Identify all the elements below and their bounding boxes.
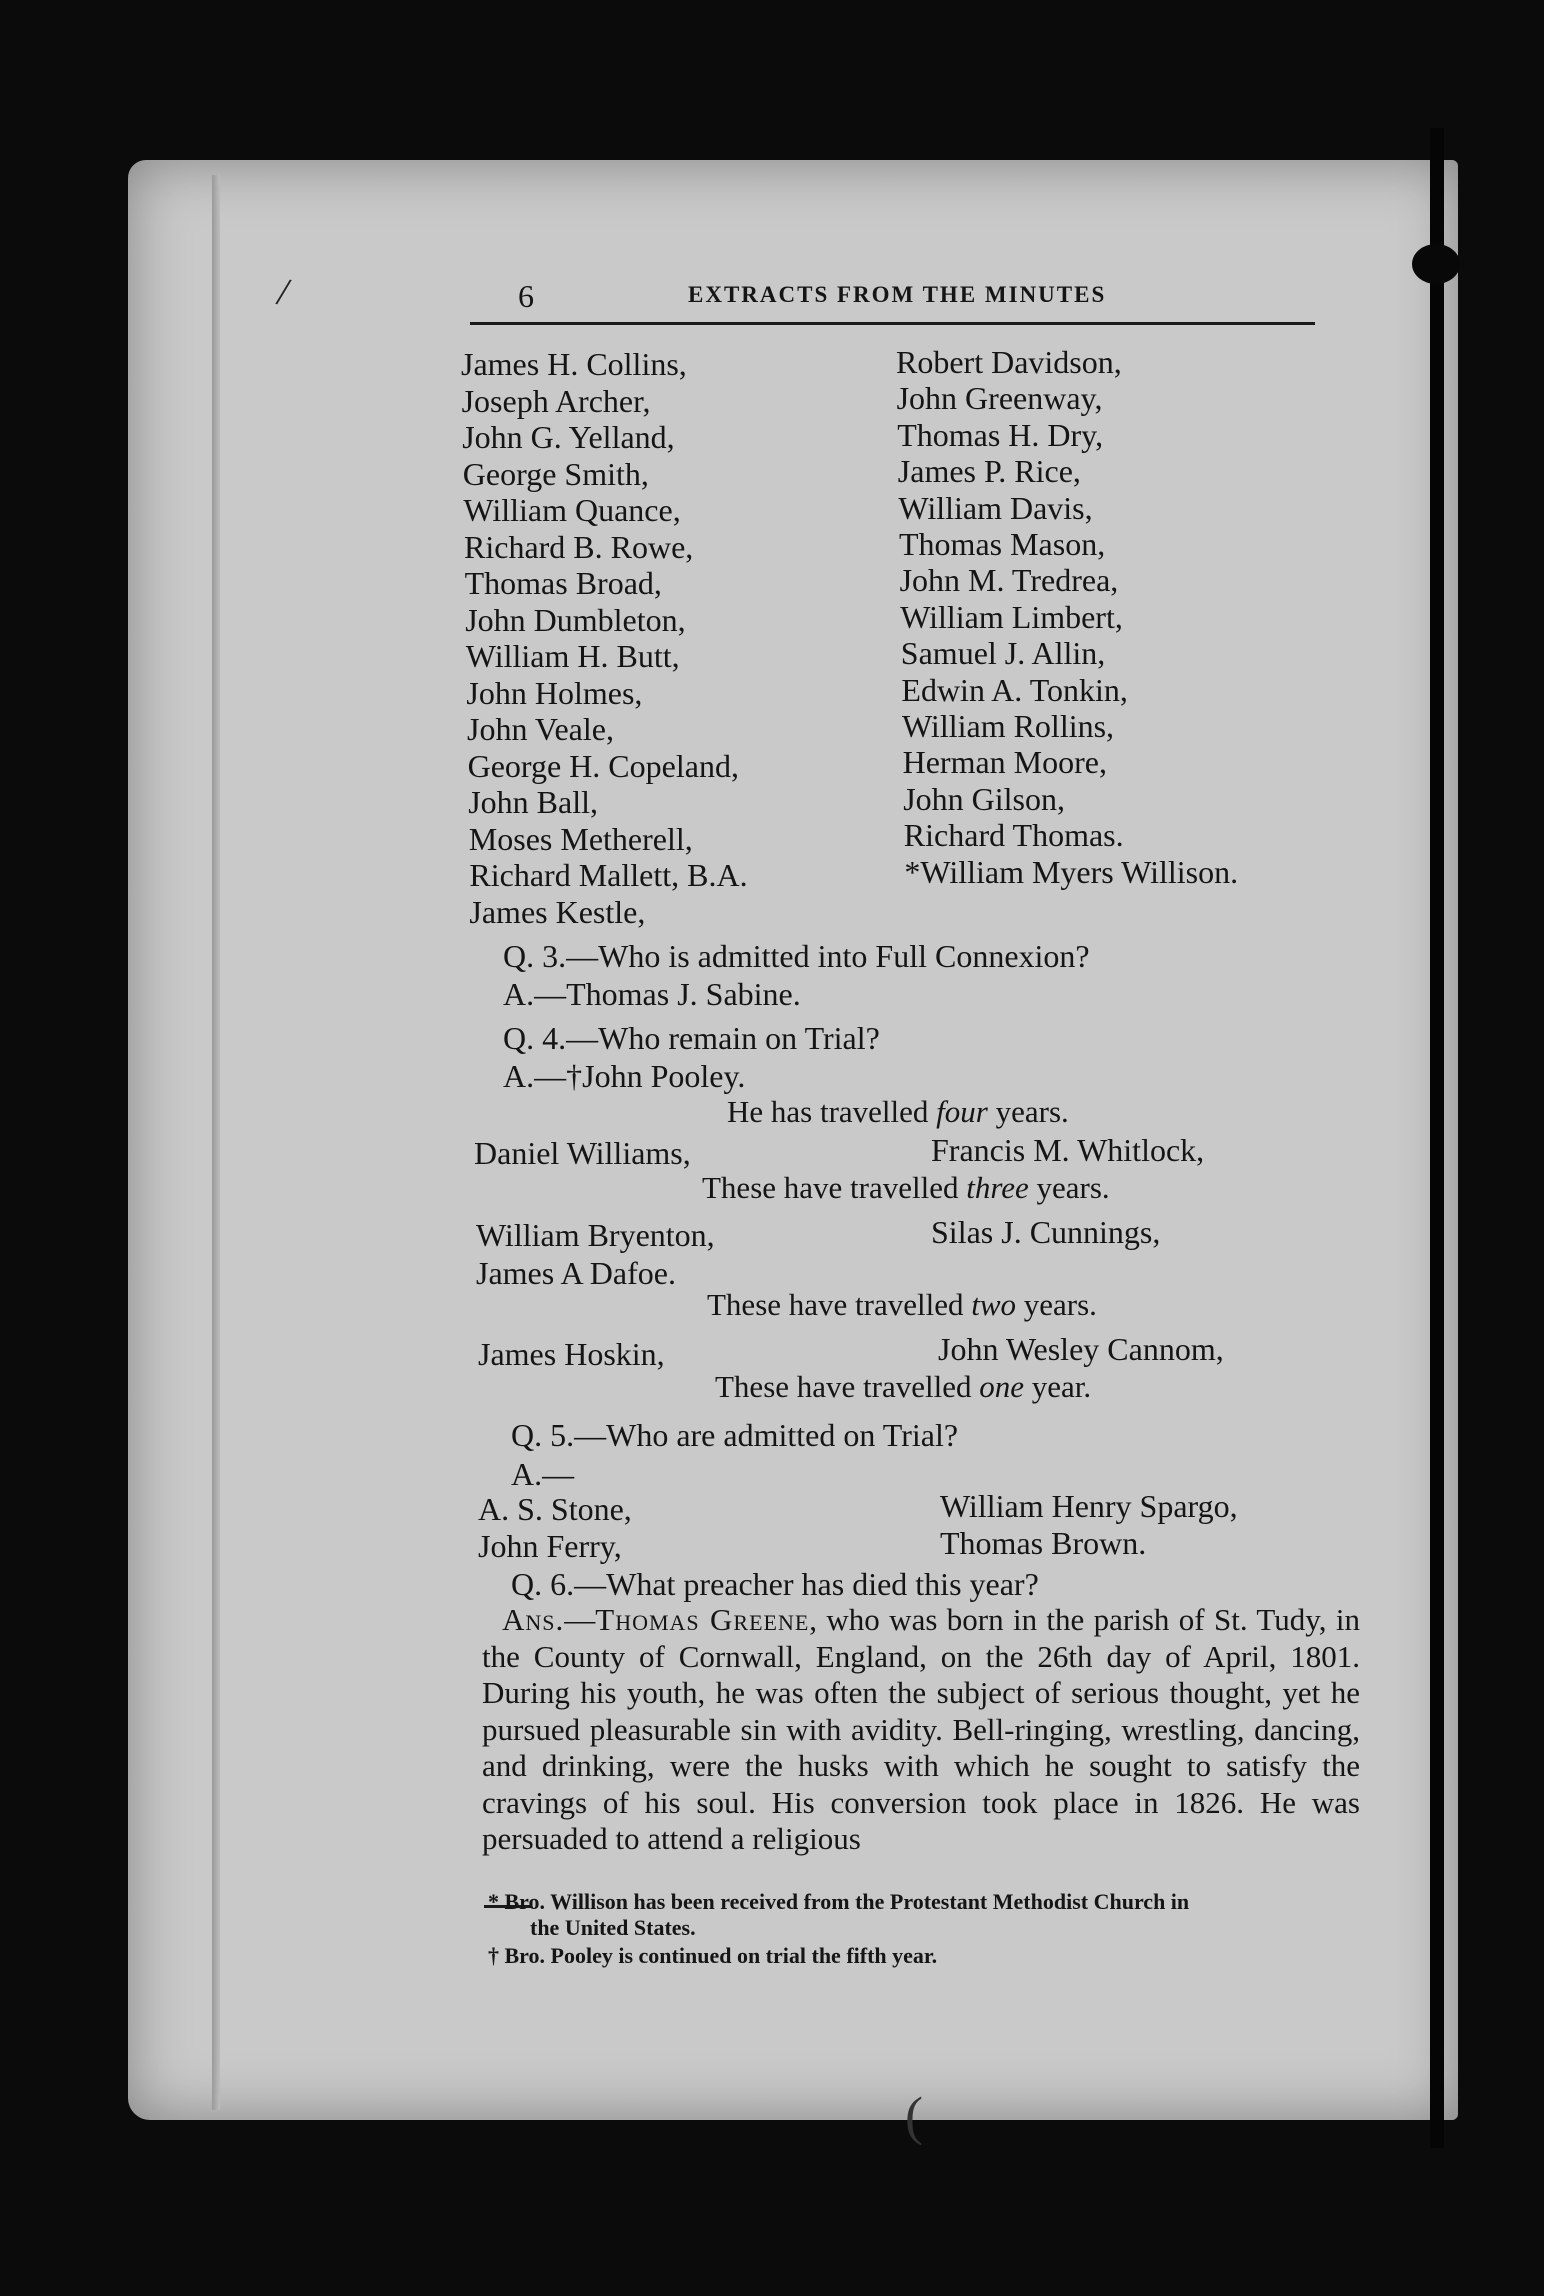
minister-name: Herman Moore, bbox=[902, 744, 1107, 781]
minister-name: Edwin A. Tonkin, bbox=[901, 671, 1128, 708]
page-inner-edge bbox=[212, 175, 220, 2110]
trial-name: Silas J. Cunnings, bbox=[931, 1214, 1161, 1250]
footnote-willison: * Bro. Willison has been received from the Protestant Methodist Church in bbox=[488, 1889, 1190, 1914]
minister-name: John Holmes, bbox=[466, 674, 643, 711]
minister-name: John Veale, bbox=[467, 711, 614, 747]
pencil-mark: / bbox=[273, 268, 294, 315]
q4-answer: A.—†John Pooley. bbox=[503, 1058, 746, 1094]
minister-name: John Greenway, bbox=[896, 380, 1103, 417]
minister-name: John Gilson, bbox=[903, 780, 1065, 817]
minister-name: John Ball, bbox=[468, 784, 598, 820]
trial-name: William Henry Spargo, bbox=[940, 1488, 1238, 1524]
travelled-three-years: These have travelled three years. bbox=[702, 1170, 1110, 1205]
page-number: 6 bbox=[518, 278, 534, 314]
footnote-willison-cont: the United States. bbox=[530, 1915, 696, 1940]
q6-question: Q. 6.—What preacher has died this year? bbox=[511, 1566, 1039, 1602]
footnote-pooley: † Bro. Pooley is continued on trial the fifth year. bbox=[488, 1943, 938, 1968]
page-header bbox=[470, 280, 1315, 325]
minister-name: William Rollins, bbox=[902, 708, 1115, 744]
minister-name: George Smith, bbox=[462, 455, 649, 492]
minister-name: John Dumbleton, bbox=[465, 601, 686, 638]
q3-question: Q. 3.—Who is admitted into Full Connexion? bbox=[503, 938, 1090, 974]
book-binding bbox=[1430, 128, 1444, 2148]
trial-name: Thomas Brown. bbox=[940, 1525, 1147, 1561]
travelled-one-year: These have travelled one year. bbox=[715, 1369, 1092, 1404]
minister-name: William H. Butt, bbox=[465, 638, 680, 674]
minister-name: Richard Mallett, B.A. bbox=[469, 857, 748, 893]
minister-name: Richard Thomas. bbox=[903, 817, 1124, 854]
trial-name: James A Dafoe. bbox=[476, 1255, 676, 1291]
minister-name: James P. Rice, bbox=[897, 453, 1081, 490]
minister-name: Thomas H. Dry, bbox=[897, 416, 1104, 453]
pencil-mark-bottom: ( bbox=[905, 2086, 923, 2146]
trial-name: A. S. Stone, bbox=[478, 1491, 632, 1527]
q5-answer: A.— bbox=[511, 1456, 575, 1492]
deceased-name: Thomas Greene bbox=[595, 1602, 810, 1637]
obituary-text: , who was born in the parish of St. Tudy, in the County of Cornwall, England, on the 26th day of April, 1801. During his youth, he was often the subject of serious thought, yet he pursued pleasurable sin with avidity. Bell-ringing, wrestling, dancing, and drinking, were the husks with which he sought to satisfy the cravings of his soul. His conversion took place in 1826. He was persuaded to attend a religious bbox=[482, 1602, 1360, 1856]
trial-name: James Hoskin, bbox=[478, 1336, 665, 1372]
q3-answer: A.—Thomas J. Sabine. bbox=[503, 976, 801, 1012]
minister-name: *William Myers Willison. bbox=[904, 853, 1239, 890]
minister-name: George H. Copeland, bbox=[467, 747, 739, 784]
q4-question: Q. 4.—Who remain on Trial? bbox=[503, 1020, 880, 1056]
minister-name: James H. Collins, bbox=[461, 346, 687, 382]
answer-label: Ans. bbox=[502, 1602, 565, 1637]
minister-name: Richard B. Rowe, bbox=[464, 528, 694, 565]
minister-name: William Limbert, bbox=[900, 598, 1123, 635]
minister-name: John G. Yelland, bbox=[462, 419, 675, 455]
trial-name: John Ferry, bbox=[478, 1528, 622, 1564]
minister-name: William Quance, bbox=[463, 492, 681, 528]
minister-name: William Davis, bbox=[898, 489, 1093, 526]
minister-name: Thomas Mason, bbox=[899, 526, 1106, 562]
trial-name: Daniel Williams, bbox=[474, 1135, 691, 1171]
minister-name: Robert Davidson, bbox=[896, 344, 1122, 380]
trial-name: John Wesley Cannom, bbox=[938, 1331, 1224, 1367]
travelled-two-years: These have travelled two years. bbox=[707, 1287, 1097, 1322]
q5-question: Q. 5.—Who are admitted on Trial? bbox=[511, 1417, 959, 1453]
binding-ink-blot bbox=[1412, 244, 1460, 284]
minister-name: James Kestle, bbox=[469, 893, 646, 930]
minister-name: John M. Tredrea, bbox=[899, 562, 1119, 599]
minister-name: Moses Metherell, bbox=[468, 820, 693, 857]
minister-name: Joseph Archer, bbox=[461, 382, 651, 419]
trial-name: Francis M. Whitlock, bbox=[931, 1132, 1205, 1168]
travelled-four-years: He has travelled four years. bbox=[727, 1094, 1069, 1129]
minister-name: Thomas Broad, bbox=[464, 565, 662, 601]
running-head: EXTRACTS FROM THE MINUTES bbox=[688, 282, 1107, 307]
obituary-paragraph: Ans.—Thomas Greene, who was born in the parish of St. Tudy, in the County of Cornwall, England, on the 26th day of April, 1801. During his youth, he was often the subject of serious thought, yet he pursued pleasurable sin with avidity. Bell-ringing, wrestling, dancing, and drinking, were the husks with which he sought to satisfy the cravings of his soul. His conversion took place in 1826. He was persuaded to attend a religious bbox=[482, 1602, 1360, 1856]
trial-name: William Bryenton, bbox=[476, 1217, 715, 1253]
minister-name: Samuel J. Allin, bbox=[900, 635, 1106, 672]
